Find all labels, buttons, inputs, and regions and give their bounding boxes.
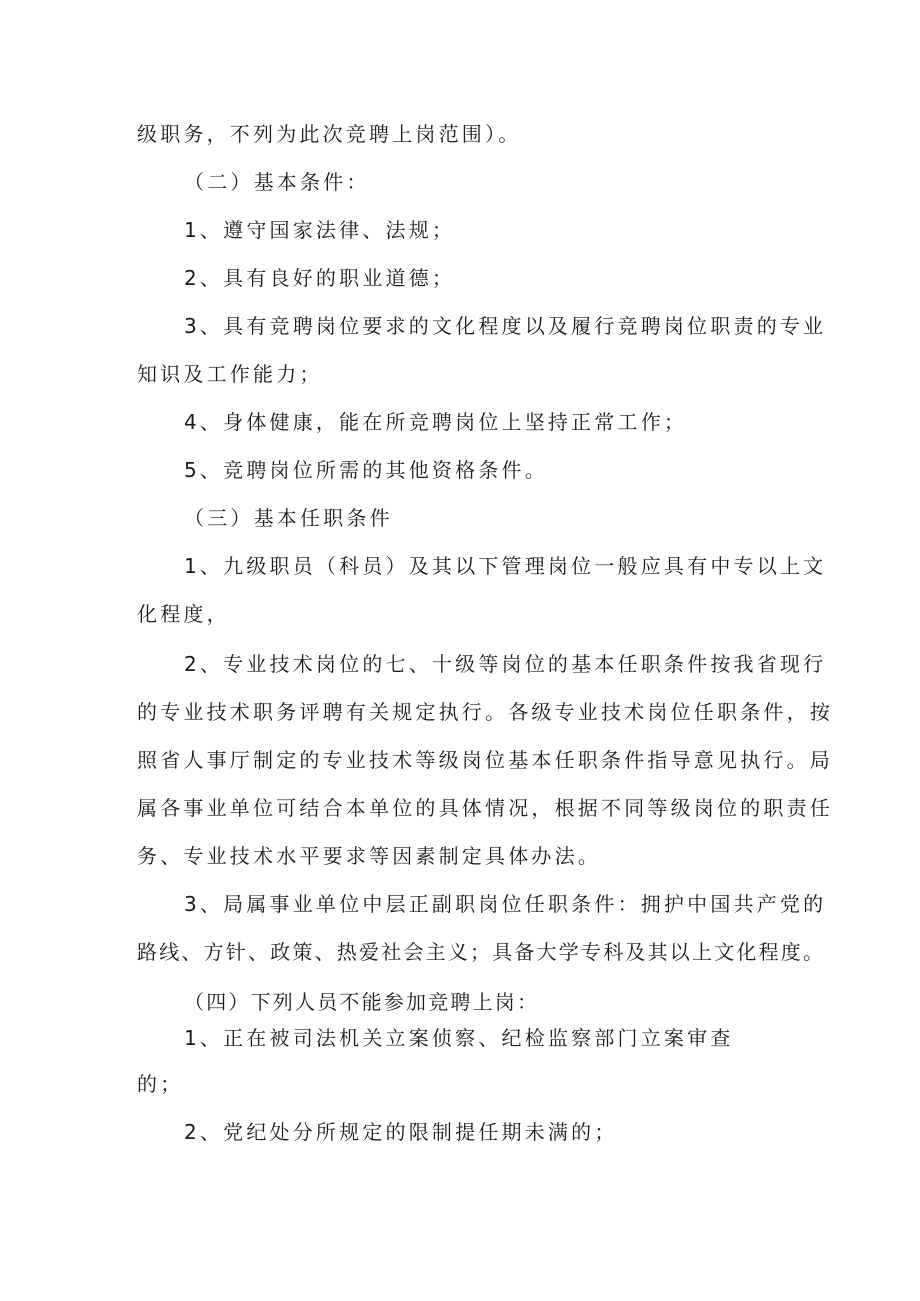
list-item: 1、九级职员（科员）及其以下管理岗位一般应具有中专以上文	[184, 554, 827, 578]
section-heading: （四）下列人员不能参加竞聘上岗：	[184, 990, 540, 1014]
paragraph-line: 级职务，不列为此次竞聘上岗范围）。	[137, 122, 522, 146]
section-heading: （三）基本任职条件	[184, 506, 393, 530]
paragraph-line: 的；	[137, 1072, 184, 1096]
list-item: 4、身体健康，能在所竞聘岗位上坚持正常工作；	[184, 410, 688, 434]
list-item: 2、专业技术岗位的七、十级等岗位的基本任职条件按我省现行	[184, 652, 827, 676]
list-item: 1、遵守国家法律、法规；	[184, 218, 456, 242]
paragraph-line: 化程度，	[137, 602, 230, 626]
paragraph-line: 务、专业技术水平要求等因素制定具体办法。	[137, 844, 601, 868]
paragraph-line: 的专业技术职务评聘有关规定执行。各级专业技术岗位任职条件，按	[137, 700, 833, 724]
section-heading: （二）基本条件：	[184, 170, 370, 194]
list-item: 2、具有良好的职业道德；	[184, 266, 456, 290]
list-item: 1、正在被司法机关立案侦察、纪检监察部门立案审查	[184, 1026, 734, 1050]
paragraph-line: 路线、方针、政策、热爱社会主义；具备大学专科及其以上文化程度。	[137, 940, 826, 964]
paragraph-line: 属各事业单位可结合本单位的具体情况，根据不同等级岗位的职责任	[137, 796, 833, 820]
list-item: 5、竞聘岗位所需的其他资格条件。	[184, 458, 548, 482]
list-item: 3、具有竞聘岗位要求的文化程度以及履行竞聘岗位职责的专业	[184, 314, 827, 338]
paragraph-line: 照省人事厅制定的专业技术等级岗位基本任职条件指导意见执行。局	[137, 748, 833, 772]
paragraph-line: 知识及工作能力；	[137, 362, 323, 386]
list-item: 3、局属事业单位中层正副职岗位任职条件：拥护中国共产党的	[184, 892, 827, 916]
list-item: 2、党纪处分所规定的限制提任期未满的；	[184, 1120, 618, 1144]
